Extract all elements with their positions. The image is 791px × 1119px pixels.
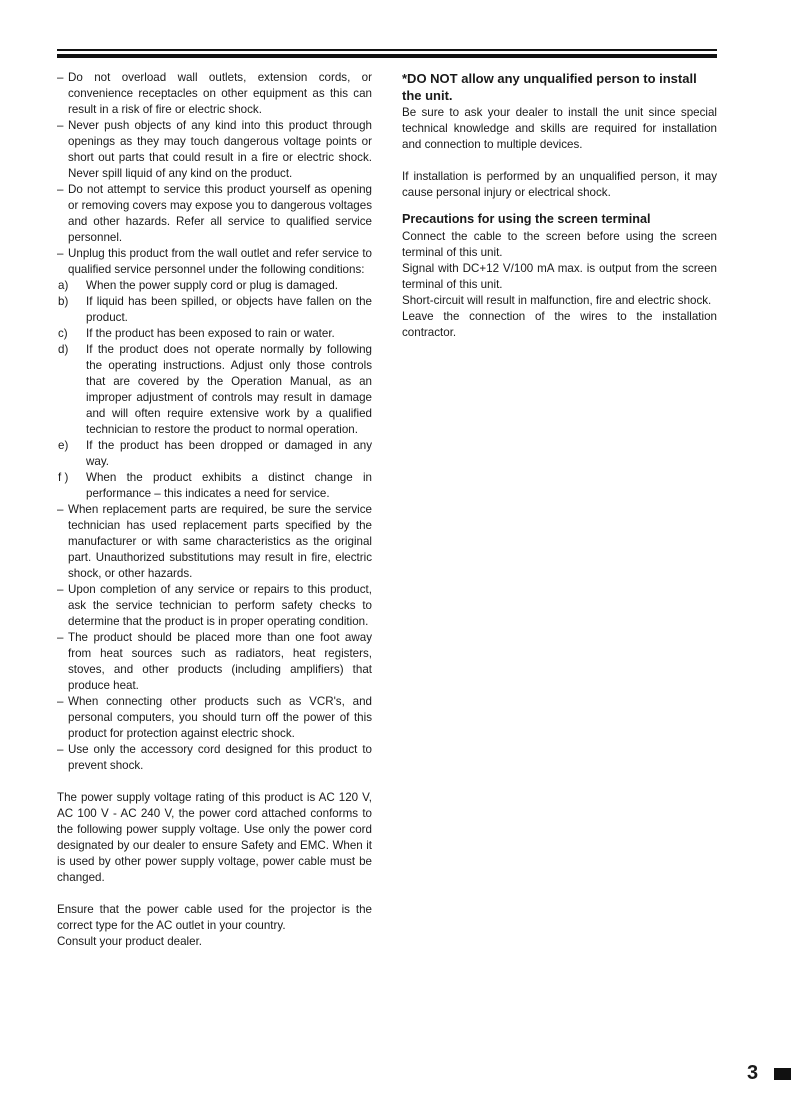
bullet-dash: – <box>57 183 64 196</box>
bullet-dash: – <box>57 71 64 84</box>
bullet-dash: – <box>57 743 64 756</box>
safety-bullet: – The product should be placed more than one foot away from heat sources such as radiators, heat registers, stoves, and other products (including amplifiers) that produce heat. <box>57 631 372 692</box>
safety-bullet: – Never push objects of any kind into this product through openings as they may touch dangerous voltage points or short out parts that could result in a fire or electric shock. Never spill liquid of any kind on the product. <box>57 119 372 180</box>
install-warning-text: Be sure to ask your dealer to install the unit since special technical knowledge and skills are required for installation and connection to multiple devices. <box>402 106 717 151</box>
condition-item: d) If the product does not operate normally by following the operating instructions. Adjust only those controls that are covered by the Operation Manual, as an improper adjustment of controls may result in damage and will often require extensive work by a qualified technician to restore the product to normal operation. <box>58 343 372 436</box>
safety-bullet: – Upon completion of any service or repairs to this product, ask the service technician to perform safety checks to determine that the product is in proper operating condition. <box>57 583 372 628</box>
condition-item: a) When the power supply cord or plug is damaged. <box>58 279 338 292</box>
spacer <box>57 774 372 790</box>
safety-bullet: – When replacement parts are required, be sure the service technician has used replacement parts specified by the manufacturer or with same characteristics as the original part. Unauthorized substitutions may result in fire, electric shock, or other hazards. <box>57 503 372 580</box>
condition-label: f ) <box>58 471 69 484</box>
header-rule-thick <box>57 54 717 58</box>
screen-terminal-heading: Precautions for using the screen terminal <box>402 212 651 226</box>
right-column <box>402 70 717 341</box>
screen-terminal-line: Connect the cable to the screen before using the screen terminal of this unit. <box>402 230 717 259</box>
power-cable-paragraph: Ensure that the power cable used for the projector is the correct type for the AC outlet in your country. <box>57 903 372 932</box>
condition-item: e) If the product has been dropped or damaged in any way. <box>58 439 372 468</box>
safety-bullet: – Unplug this product from the wall outlet and refer service to qualified service personnel under the following conditions: <box>57 247 372 276</box>
page-edge-tab <box>774 1068 791 1080</box>
screen-terminal-line: Short-circuit will result in malfunction, fire and electric shock. <box>402 294 712 307</box>
safety-bullet: – Use only the accessory cord designed for this product to prevent shock. <box>57 743 372 772</box>
spacer <box>402 153 717 169</box>
condition-label: a) <box>58 279 69 292</box>
safety-bullet: – When connecting other products such as VCR's, and personal computers, you should turn off the power of this product for protection against electric shock. <box>57 695 372 740</box>
bullet-dash: – <box>57 503 64 516</box>
condition-label: c) <box>58 327 68 340</box>
bullet-dash: – <box>57 119 64 132</box>
bullet-dash: – <box>57 695 64 708</box>
condition-label: e) <box>58 439 69 452</box>
condition-item: b) If liquid has been spilled, or objects have fallen on the product. <box>58 295 372 324</box>
bullet-dash: – <box>57 583 64 596</box>
page-number: 3 <box>747 1062 759 1084</box>
safety-bullet: – Do not attempt to service this product yourself as opening or removing covers may expose you to dangerous voltages and other hazards. Refer all service to qualified service personnel. <box>57 183 372 244</box>
consult-dealer-paragraph: Consult your product dealer. <box>57 935 203 948</box>
install-warning-heading: *DO NOT allow any unqualified person to install the unit. <box>402 71 697 103</box>
condition-label: b) <box>58 295 69 308</box>
condition-item: c) If the product has been exposed to rain or water. <box>58 327 335 340</box>
safety-bullet: – Do not overload wall outlets, extension cords, or convenience receptacles on other equipment as this can result in a risk of fire or electric shock. <box>57 71 372 116</box>
install-warning-text-2: If installation is performed by an unqualified person, it may cause personal injury or electrical shock. <box>402 170 717 199</box>
screen-terminal-line: Signal with DC+12 V/100 mA max. is output from the screen terminal of this unit. <box>402 262 717 291</box>
bullet-dash: – <box>57 631 64 644</box>
header-rule-thin <box>57 49 717 51</box>
bullet-dash: – <box>57 247 64 260</box>
condition-item: f ) When the product exhibits a distinct change in performance – this indicates a need for service. <box>58 471 372 500</box>
screen-terminal-line: Leave the connection of the wires to the installation contractor. <box>402 310 717 339</box>
power-voltage-paragraph: The power supply voltage rating of this product is AC 120 V, AC 100 V - AC 240 V, the power cord attached conforms to the following power supply voltage. Use only the power cord designated by our dealer to ensure Safety and EMC. When it is used by other power supply voltage, power cable must be changed. <box>57 791 372 884</box>
left-column <box>57 70 372 950</box>
spacer <box>57 886 372 902</box>
condition-label: d) <box>58 343 69 356</box>
